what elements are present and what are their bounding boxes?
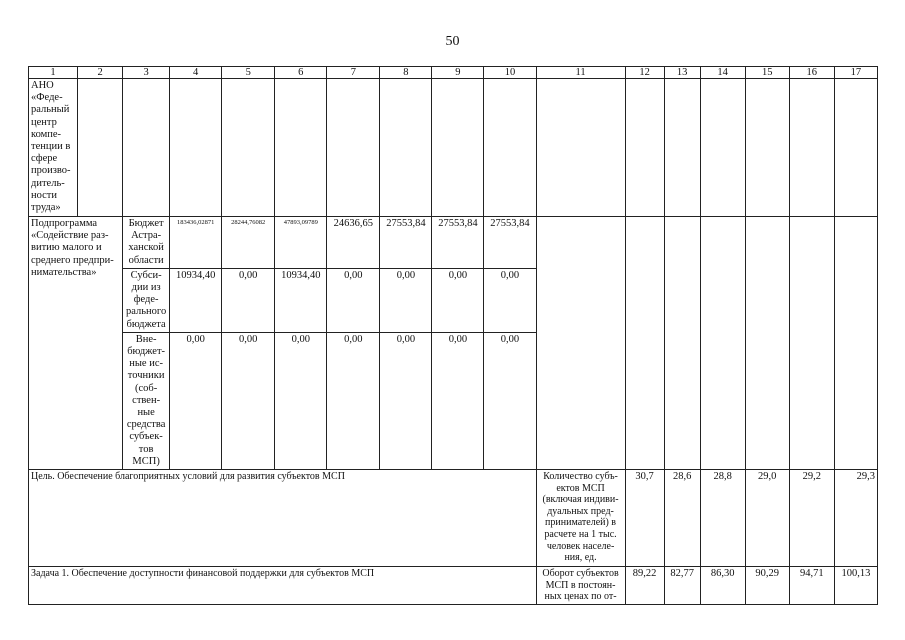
col-header: 13 (664, 67, 700, 79)
goal-value-cell: 29,2 (789, 470, 834, 567)
value-cell: 27553,84 (380, 217, 432, 269)
value-cell: 0,00 (275, 332, 327, 469)
value-cell: 0,00 (432, 332, 484, 469)
program-table (28, 66, 878, 605)
task1-value-cell: 89,22 (625, 567, 664, 605)
value-cell: 10934,40 (275, 268, 327, 332)
goal-indicator-cell: Количество субъ- ектов МСП (включая индиви- дуальных пред- принимателей) в расчете на 1 тыс. человек населе- ния, ед. (536, 470, 625, 567)
source-label-cell: Бюджет Астра- ханской области (123, 217, 170, 269)
col-header: 3 (123, 67, 170, 79)
source-label-cell: Вне- бюджет- ные ис- точники (соб- ствен- ные средства субъек- тов МСП) (123, 332, 170, 469)
value-cell: 0,00 (484, 268, 536, 332)
task1-value-cell: 100,13 (834, 567, 877, 605)
value-cell: 24636,65 (327, 217, 380, 269)
col-header: 4 (170, 67, 222, 79)
table-row-task1 (29, 567, 878, 605)
table-row-source-regional (29, 217, 878, 269)
task1-value-cell: 86,30 (700, 567, 745, 605)
value-cell: 0,00 (222, 268, 275, 332)
page-number: 50 (445, 34, 460, 49)
goal-value-cell: 28,6 (664, 470, 700, 567)
col-header: 6 (275, 67, 327, 79)
col-header: 14 (700, 67, 745, 79)
value-cell: 0,00 (432, 268, 484, 332)
task1-text: Задача 1. Обеспечение доступности финансовой поддержки для субъектов МСП (29, 567, 537, 605)
value-cell: 10934,40 (170, 268, 222, 332)
ano-name-cell: АНО «Феде- ральный центр компе- тенции в сфере произво- дитель- ности труда» (29, 79, 78, 217)
value-cell: 0,00 (380, 268, 432, 332)
col-header: 15 (745, 67, 789, 79)
value-cell: 28244,76082 (222, 217, 275, 269)
col-header: 12 (625, 67, 664, 79)
task1-value-cell: 82,77 (664, 567, 700, 605)
value-cell: 0,00 (380, 332, 432, 469)
source-label-cell: Субси- дии из феде- рального бюджета (123, 268, 170, 332)
goal-value-cell: 29,3 (834, 470, 877, 567)
col-header: 16 (789, 67, 834, 79)
col-header: 11 (536, 67, 625, 79)
value-cell: 27553,84 (484, 217, 536, 269)
value-cell: 27553,84 (432, 217, 484, 269)
task1-indicator-cell: Оборот субъектов МСП в постоян- ных ценах по от- (536, 567, 625, 605)
col-header: 5 (222, 67, 275, 79)
col-header: 10 (484, 67, 536, 79)
value-cell: 0,00 (327, 332, 380, 469)
table-row-goal (29, 470, 878, 567)
goal-value-cell: 28,8 (700, 470, 745, 567)
value-cell: 0,00 (484, 332, 536, 469)
col-header: 7 (327, 67, 380, 79)
value-cell: 183436,02871 (170, 217, 222, 269)
col-header: 8 (380, 67, 432, 79)
column-number-row (29, 67, 878, 79)
goal-value-cell: 29,0 (745, 470, 789, 567)
value-cell: 0,00 (327, 268, 380, 332)
col-header: 2 (78, 67, 123, 79)
value-cell: 0,00 (222, 332, 275, 469)
value-cell: 0,00 (170, 332, 222, 469)
col-header: 17 (834, 67, 877, 79)
subprogram-name-cell: Подпрограмма «Содействие раз- витию малого и среднего предпри- нимательства» (29, 217, 123, 470)
value-cell: 47893,09789 (275, 217, 327, 269)
goal-text: Цель. Обеспечение благоприятных условий для развития субъектов МСП (29, 470, 537, 567)
col-header: 9 (432, 67, 484, 79)
goal-value-cell: 30,7 (625, 470, 664, 567)
task1-value-cell: 90,29 (745, 567, 789, 605)
table-row-ano (29, 79, 878, 217)
col-header: 1 (29, 67, 78, 79)
task1-value-cell: 94,71 (789, 567, 834, 605)
